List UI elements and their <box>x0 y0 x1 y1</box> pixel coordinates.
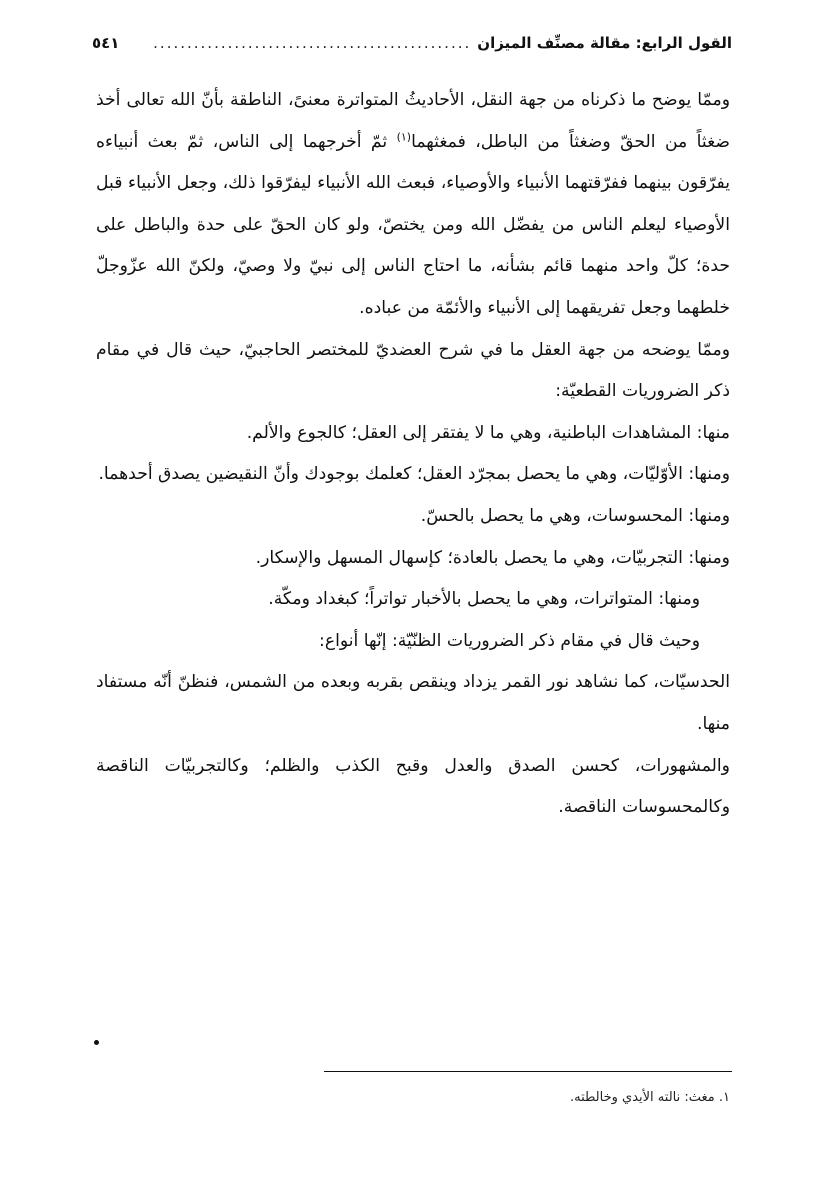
chapter-title: القول الرابع: مقالة مصنِّف الميزان <box>477 34 732 52</box>
footnote-divider <box>324 1071 732 1072</box>
paragraph-list-item: الحدسيّات، كما نشاهد نور القمر يزداد وينقص بقربه وبعده من الشمس، فنظنّ أنّه مستفاد منها. <box>96 672 730 734</box>
paragraph-reason: وممّا يوضحه من جهة العقل ما في شرح العضديّ للمختصر الحاجبيّ، حيث قال في مقام ذكر الضروريات القطعيّة: <box>96 339 730 402</box>
paragraph-list-item: ومنها: المحسوسات، وهي ما يحصل بالحسّ. <box>420 505 730 526</box>
header-leader-dots: ............................................... <box>153 34 472 52</box>
footnote-marker: (١) <box>396 129 412 143</box>
main-text <box>96 80 730 829</box>
paragraph-narration <box>96 80 730 330</box>
paragraph-text: وممّا يوضح ما ذكرناه من جهة النقل، الأحاديثُ المتواترة معنىً، الناطقة بأنّ الله تعالى أخذ ضغثاً من الحقّ وضغثاً من الباطل، فمغثهما <box>96 90 730 152</box>
paragraph-list-item: ومنها: الأوّليّات، وهي ما يحصل بمجرّد العقل؛ كعلمك بوجودك وأنّ النقيضين يصدق أحدهما. <box>98 464 730 485</box>
paragraph-text-continued: ثمّ أخرجهما إلى الناس، ثمّ بعث أنبياءه يفرّقون بينهما ففرّقتهما الأنبياء والأوصياء، فبعث الله الأنبياء ليفرّقوا ذلك، وجعل الأنبياء قبل الأوصياء ليعلم الناس من يفضّل الله ومن يختصّ، ولو كان الحقّ على حدة والباطل على حدة؛ كلّ واحد منهما قائم بشأنه، ما احتاج الناس إلى نبيّ ولا وصيّ، ولكنّ الله عزّوجلّ خلطهما وجعل تفريقهما إلى الأنبياء والأئمّة من عباده. <box>96 131 730 318</box>
margin-dot <box>94 1040 99 1045</box>
paragraph-list-item: منها: المشاهدات الباطنية، وهي ما لا يفتقر إلى العقل؛ كالجوع والألم. <box>246 422 730 443</box>
footnote: ١. مغث: نالته الأيدي وخالطته. <box>569 1090 730 1105</box>
paragraph-list-item: ومنها: المتواترات، وهي ما يحصل بالأخبار تواتراً؛ كبغداد ومكّة. <box>268 589 700 610</box>
paragraph-list-item: ومنها: التجربيّات، وهي ما يحصل بالعادة؛ كإسهال المسهل والإسكار. <box>255 547 730 568</box>
page-number: ٥٤١ <box>92 34 120 52</box>
paragraph-list-item: وحيث قال في مقام ذكر الضروريات الظنّيّة: إنّها أنواع: <box>319 630 700 651</box>
running-header <box>92 34 732 60</box>
paragraph-list-item: والمشهورات، كحسن الصدق والعدل وقبح الكذب والظلم؛ وكالتجربيّات الناقصة وكالمحسوسات الناقصة. <box>96 755 730 818</box>
